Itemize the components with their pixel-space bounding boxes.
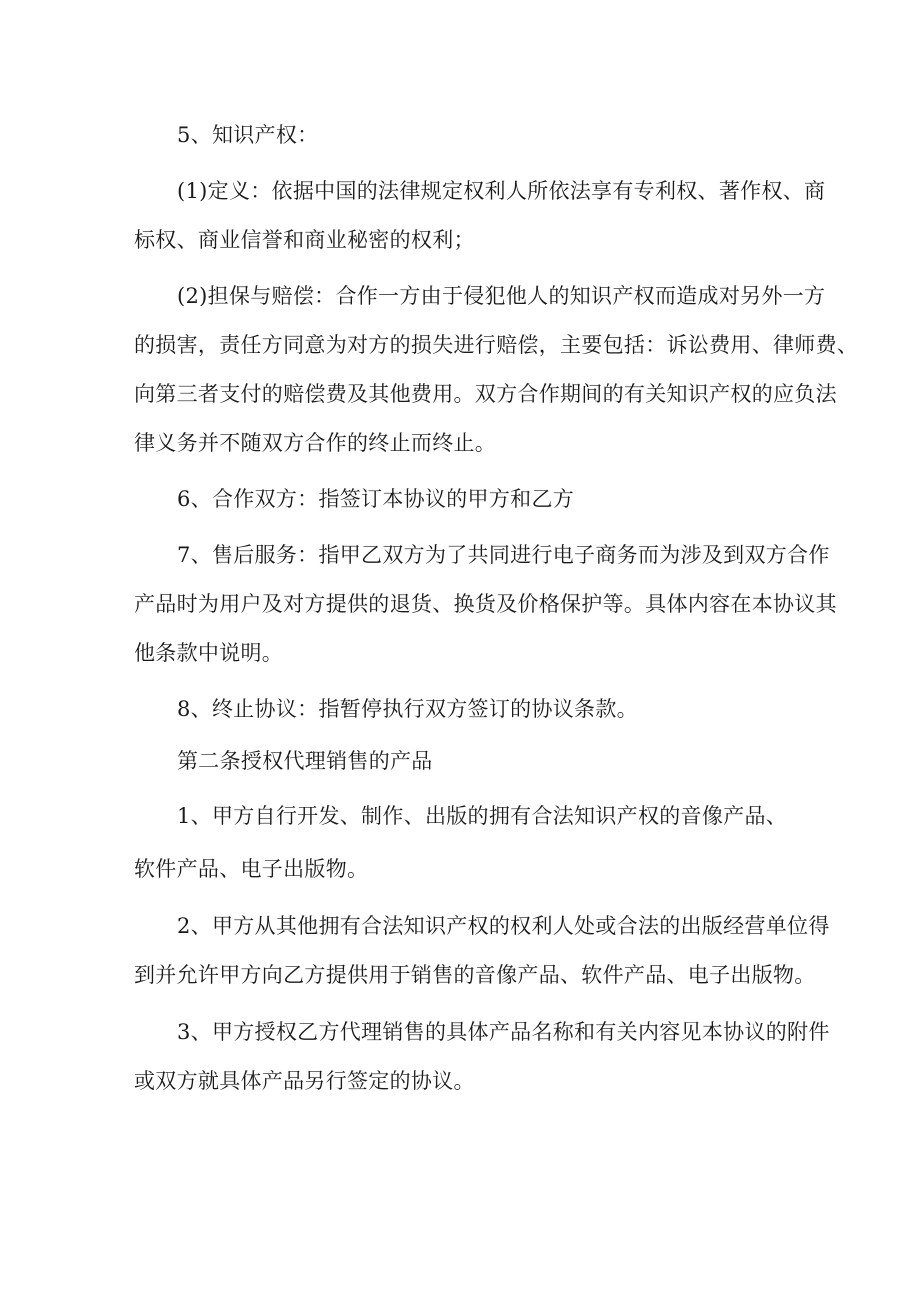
clause-7-line-3: 他条款中说明。 [134,641,284,665]
clause-5-2-line-3: 向第三者支付的赔偿费及其他费用。双方合作期间的有关知识产权的应负法 [134,382,837,406]
article-2-item-3-line-1: 3、甲方授权乙方代理销售的具体产品名称和有关内容见本协议的附件 [177,1020,830,1044]
article-2-item-2-line-1: 2、甲方从其他拥有合法知识产权的权利人处或合法的出版经营单位得 [177,914,830,938]
article-2-heading: 第二条授权代理销售的产品 [177,749,433,773]
clause-5-heading: 5、知识产权： [177,123,319,147]
clause-5-2-line-4: 律义务并不随双方合作的终止而终止。 [134,431,497,455]
clause-5-2-line-2: 的损害，责任方同意为对方的损失进行赔偿，主要包括：诉讼费用、律师费、 [134,333,859,357]
article-2-item-2-line-2: 到并允许甲方向乙方提供用于销售的音像产品、软件产品、电子出版物。 [134,963,816,987]
article-2-item-1-line-2: 软件产品、电子出版物。 [134,857,369,881]
clause-5-2-line-1: (2)担保与赔偿：合作一方由于侵犯他人的知识产权而造成对另外一方 [177,284,826,308]
clause-6: 6、合作双方：指签订本协议的甲方和乙方 [177,487,575,511]
clause-7-line-2: 产品时为用户及对方提供的退货、换货及价格保护等。具体内容在本协议其 [134,592,837,616]
clause-7-line-1: 7、售后服务：指甲乙双方为了共同进行电子商务而为涉及到双方合作 [177,543,830,567]
clause-5-1-line-2: 标权、商业信誉和商业秘密的权利； [134,228,475,252]
article-2-item-1-line-1: 1、甲方自行开发、制作、出版的拥有合法知识产权的音像产品、 [177,804,788,828]
clause-8: 8、终止协议：指暂停执行双方签订的协议条款。 [177,697,638,721]
article-2-item-3-line-2: 或双方就具体产品另行签定的协议。 [134,1069,475,1093]
clause-5-1-line-1: (1)定义：依据中国的法律规定权利人所依法享有专利权、著作权、商 [177,179,826,203]
